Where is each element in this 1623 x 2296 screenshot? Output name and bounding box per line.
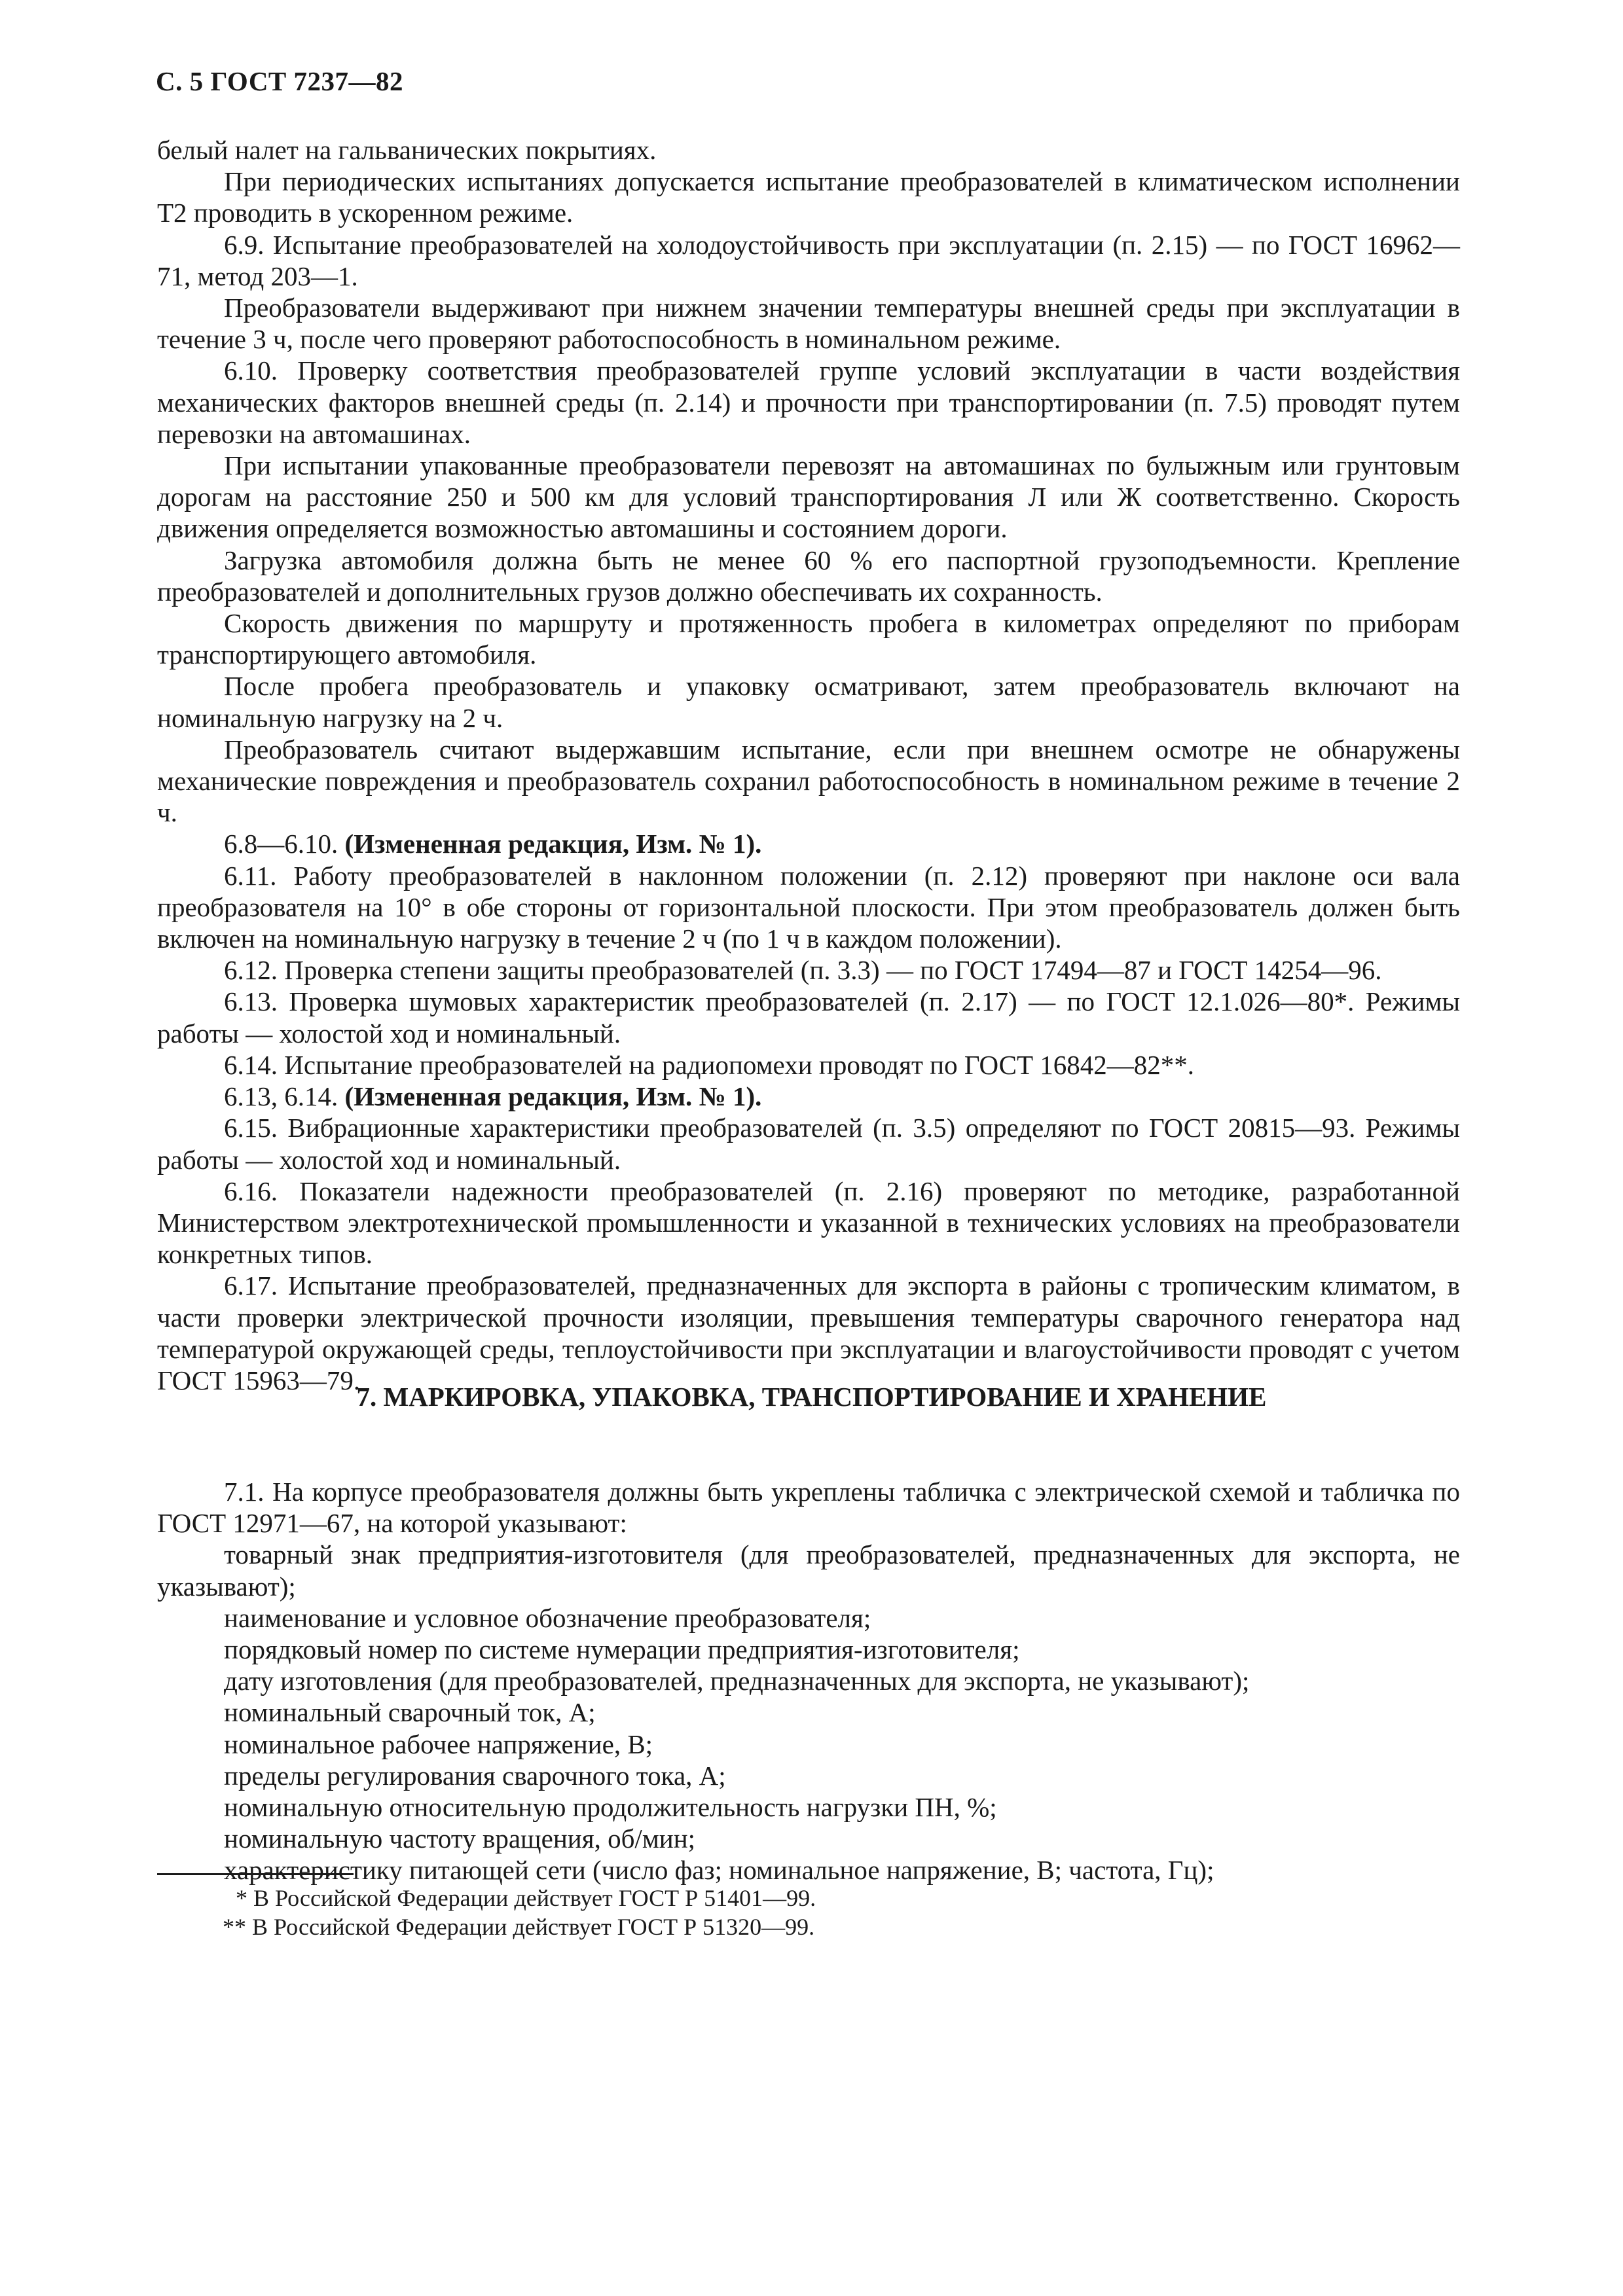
list-item: порядковый номер по системе нумерации предприятия-изготовителя; xyxy=(224,1634,1020,1665)
list-item: номинальную относительную продолжительность нагрузки ПН, %; xyxy=(224,1792,997,1823)
paragraph: 6.13. Проверка шумовых характеристик преобразователей (п. 2.17) — по ГОСТ 12.1.026—80*. Режимы работы — холостой ход и номинальный. xyxy=(157,986,1460,1049)
paragraph: Скорость движения по маршруту и протяженность пробега в километрах определяют по приборам транспортирующего автомобиля. xyxy=(157,608,1460,670)
paragraph: Преобразователи выдерживают при нижнем значении температуры внешней среды при эксплуатации в течение 3 ч, после чего проверяют работоспособность в номинальном режиме. xyxy=(157,293,1460,355)
paragraph: 7.1. На корпусе преобразователя должны быть укреплены табличка с электрической схемой и табличка по ГОСТ 12971—67, на которой указывают: xyxy=(157,1477,1460,1539)
section-heading: 7. МАРКИРОВКА, УПАКОВКА, ТРАНСПОРТИРОВАНИЕ И ХРАНЕНИЕ xyxy=(356,1382,1267,1412)
footnotes xyxy=(157,1884,1460,1941)
paragraph: белый налет на гальванических покрытиях. xyxy=(157,135,657,165)
paragraph: 6.12. Проверка степени защиты преобразователей (п. 3.3) — по ГОСТ 17494—87 и ГОСТ 14254—96. xyxy=(224,955,1382,986)
paragraph: 6.11. Работу преобразователей в наклонном положении (п. 2.12) проверяют при наклоне оси вала преобразователя на 10° в обе стороны от горизонтальной плоскости. При этом преобразователь должен быть включен на номинальную нагрузку в течение 2 ч (по 1 ч в каждом положении). xyxy=(157,860,1460,954)
paragraph: При периодических испытаниях допускается испытание преобразователей в климатическом исполнении Т2 проводить в ускоренном режиме. xyxy=(157,166,1460,228)
paragraph: При испытании упакованные преобразователи перевозят на автомашинах по булыжным или грунтовым дорогам на расстояние 250 и 500 км для условий транспортирования Л или Ж соответственно. Скорость движения определяется возможностью автомашины и состоянием дороги. xyxy=(157,450,1460,544)
footnote-divider xyxy=(157,1873,354,1875)
paragraph: Преобразователь считают выдержавшим испытание, если при внешнем осмотре не обнаружены механические повреждения и преобразователь сохранил работоспособность в номинальном режиме в течение 2 ч. xyxy=(157,734,1460,828)
amendment-ref: 6.8—6.10. xyxy=(224,829,345,859)
list-item: характеристику питающей сети (число фаз; номинальное напряжение, В; частота, Гц); xyxy=(224,1855,1214,1886)
list-item: номинальное рабочее напряжение, В; xyxy=(224,1729,653,1759)
list-item: товарный знак предприятия-изготовителя (для преобразователей, предназначенных для экспорта, не указывают); xyxy=(157,1539,1460,1602)
list-item: номинальный сварочный ток, А; xyxy=(224,1697,596,1728)
paragraph: 6.16. Показатели надежности преобразователей (п. 2.16) проверяют по методике, разработанной Министерством электротехнической промышленности и указанной в технических условиях на преобразователи конкретных типов. xyxy=(157,1175,1460,1270)
amendment-note xyxy=(157,828,1460,859)
paragraph: После пробега преобразователь и упаковку осматривают, затем преобразователь включают на номинальную нагрузку на 2 ч. xyxy=(157,671,1460,733)
amendment-label: (Измененная редакция, Изм. № 1). xyxy=(344,1081,762,1112)
paragraph: 6.17. Испытание преобразователей, предназначенных для экспорта в районы с тропическим климатом, в части проверки электрической прочности изоляции, превышения температуры сварочного генератора над температурой окружающей среды, теплоустойчивости при эксплуатации и влагоустойчивости проводят с учетом ГОСТ 15963—79. xyxy=(157,1270,1460,1395)
list-item: дату изготовления (для преобразователей, предназначенных для экспорта, не указывают); xyxy=(224,1666,1250,1696)
amendment-label: (Измененная редакция, Изм. № 1). xyxy=(344,829,762,859)
amendment-note xyxy=(157,1081,1460,1112)
list-item: номинальную частоту вращения, об/мин; xyxy=(224,1823,696,1854)
paragraph: 6.9. Испытание преобразователей на холодоустойчивость при эксплуатации (п. 2.15) — по ГОСТ 16962—71, метод 203—1. xyxy=(157,229,1460,291)
list-item: наименование и условное обозначение преобразователя; xyxy=(224,1602,871,1633)
list-item: пределы регулирования сварочного тока, А; xyxy=(224,1760,726,1791)
footnote: ** В Российской Федерации действует ГОСТ Р 51320—99. xyxy=(223,1914,815,1940)
paragraph: 6.14. Испытание преобразователей на радиопомехи проводят по ГОСТ 16842—82**. xyxy=(224,1049,1195,1080)
amendment-ref: 6.13, 6.14. xyxy=(224,1081,345,1112)
page-header: С. 5 ГОСТ 7237—82 xyxy=(156,66,404,96)
paragraph: Загрузка автомобиля должна быть не менее 60 % его паспортной грузоподъемности. Крепление преобразователей и дополнительных грузов должно обеспечивать их сохранность. xyxy=(157,545,1460,607)
paragraph: 6.10. Проверку соответствия преобразователей группе условий эксплуатации в части воздействия механических факторов внешней среды (п. 2.14) и прочности при транспортировании (п. 7.5) проводят путем перевозки на автомашинах. xyxy=(157,355,1460,449)
section-6-body xyxy=(157,134,1460,1396)
paragraph: 6.15. Вибрационные характеристики преобразователей (п. 3.5) определяют по ГОСТ 20815—93. Режимы работы — холостой ход и номинальный. xyxy=(157,1113,1460,1175)
section-7-body xyxy=(157,1476,1460,1886)
footnote: * В Российской Федерации действует ГОСТ Р 51401—99. xyxy=(236,1885,816,1911)
